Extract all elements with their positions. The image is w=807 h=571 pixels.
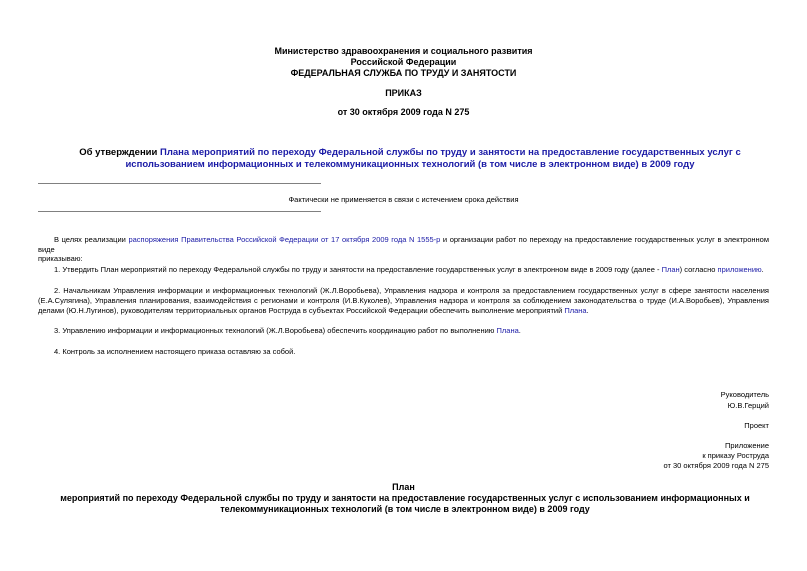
item-3-plan-link[interactable]: Плана xyxy=(496,326,519,335)
status-note: Фактически не применяется в связи с истечением срока действия xyxy=(288,195,519,204)
item-1-mid: ) согласно xyxy=(679,265,718,274)
project-label: Проект xyxy=(744,421,769,430)
title-plan-link[interactable]: Плана мероприятий по переходу Федеральной службы по труду и занятости на предоставление государственных услуг с использованием информационных и телекоммуникационных технологий (в том числе в электронном виде) в 2009 году xyxy=(125,147,741,170)
item-3-text: 3. Управлению информации и информационных технологий (Ж.Л.Воробьева) обеспечить координацию работ по выполнению xyxy=(54,326,497,335)
order-word: приказываю: xyxy=(38,254,83,263)
doc-date: от 30 октября 2009 года N 275 xyxy=(337,107,470,117)
service-line: ФЕДЕРАЛЬНАЯ СЛУЖБА ПО ТРУДУ И ЗАНЯТОСТИ xyxy=(290,68,517,78)
item-2-plan-link[interactable]: Плана xyxy=(564,306,587,315)
top-divider xyxy=(38,183,321,184)
appendix-link[interactable]: приложению xyxy=(717,265,762,274)
item-2 xyxy=(38,286,769,316)
preamble-end: и организации работ по переходу на предоставление государственных услуг в электронном виде xyxy=(38,235,769,254)
title-prefix: Об утверждении xyxy=(79,147,160,158)
item-1-end: . xyxy=(761,265,764,274)
item-2-text: 2. Начальникам Управления информации и информационных технологий (Ж.Л.Воробьева), Управления надзора и контроля за предоставлением государственных услуг в сфере занятости населения (Е.А.Сулягина), Управления планирования, взаимодействия с регионами и контроля (И.В.Куколев), Управления надзора и контроля за соблюдением законодательства о труде (И.А.Воробьев), Управления делами (Ю.Н.Лугинов), руководителям территориальных органов Роструда в субъектах Российской Федерации обеспечить выполнение мероприятий xyxy=(38,286,769,315)
country-line: Российской Федерации xyxy=(350,57,457,67)
signature-name: Ю.В.Герций xyxy=(727,401,769,410)
item-1 xyxy=(38,265,769,275)
preamble-start: В целях реализации xyxy=(54,235,129,244)
doc-type: ПРИКАЗ xyxy=(385,88,422,98)
decree-link[interactable]: распоряжения xyxy=(128,235,179,244)
signature-position: Руководитель xyxy=(720,390,769,399)
item-1-text: 1. Утвердить План мероприятий по переходу Федеральной службы по труду и занятости на предоставление государственных услуг в электронном виде в 2009 году (далее - xyxy=(54,265,662,274)
item-3-end: . xyxy=(518,326,521,335)
ministry-line: Министерство здравоохранения и социального развития xyxy=(274,46,533,56)
preamble xyxy=(38,235,769,255)
plan-heading: План xyxy=(392,482,415,492)
plan-subheading: мероприятий по переходу Федеральной службы по труду и занятости на предоставление государственных услуг с использованием информационных и телекоммуникационных технологий (в том числе в электронном виде) в 2009 году xyxy=(60,493,750,514)
item-3 xyxy=(38,326,769,336)
item-1-plan-link[interactable]: План xyxy=(661,265,680,274)
item-4: 4. Контроль за исполнением настоящего приказа оставляю за собой. xyxy=(54,347,296,356)
appendix-line-1: Приложение xyxy=(725,441,769,450)
bottom-divider xyxy=(38,211,321,212)
item-2-end: . xyxy=(586,306,589,315)
appendix-line-2: к приказу Роструда xyxy=(702,451,769,460)
document-title xyxy=(40,147,780,171)
government-decree-link[interactable]: Правительства Российской Федерации от 17 октября 2009 года N 1555-р xyxy=(181,235,441,244)
appendix-line-3: от 30 октября 2009 года N 275 xyxy=(663,461,769,470)
